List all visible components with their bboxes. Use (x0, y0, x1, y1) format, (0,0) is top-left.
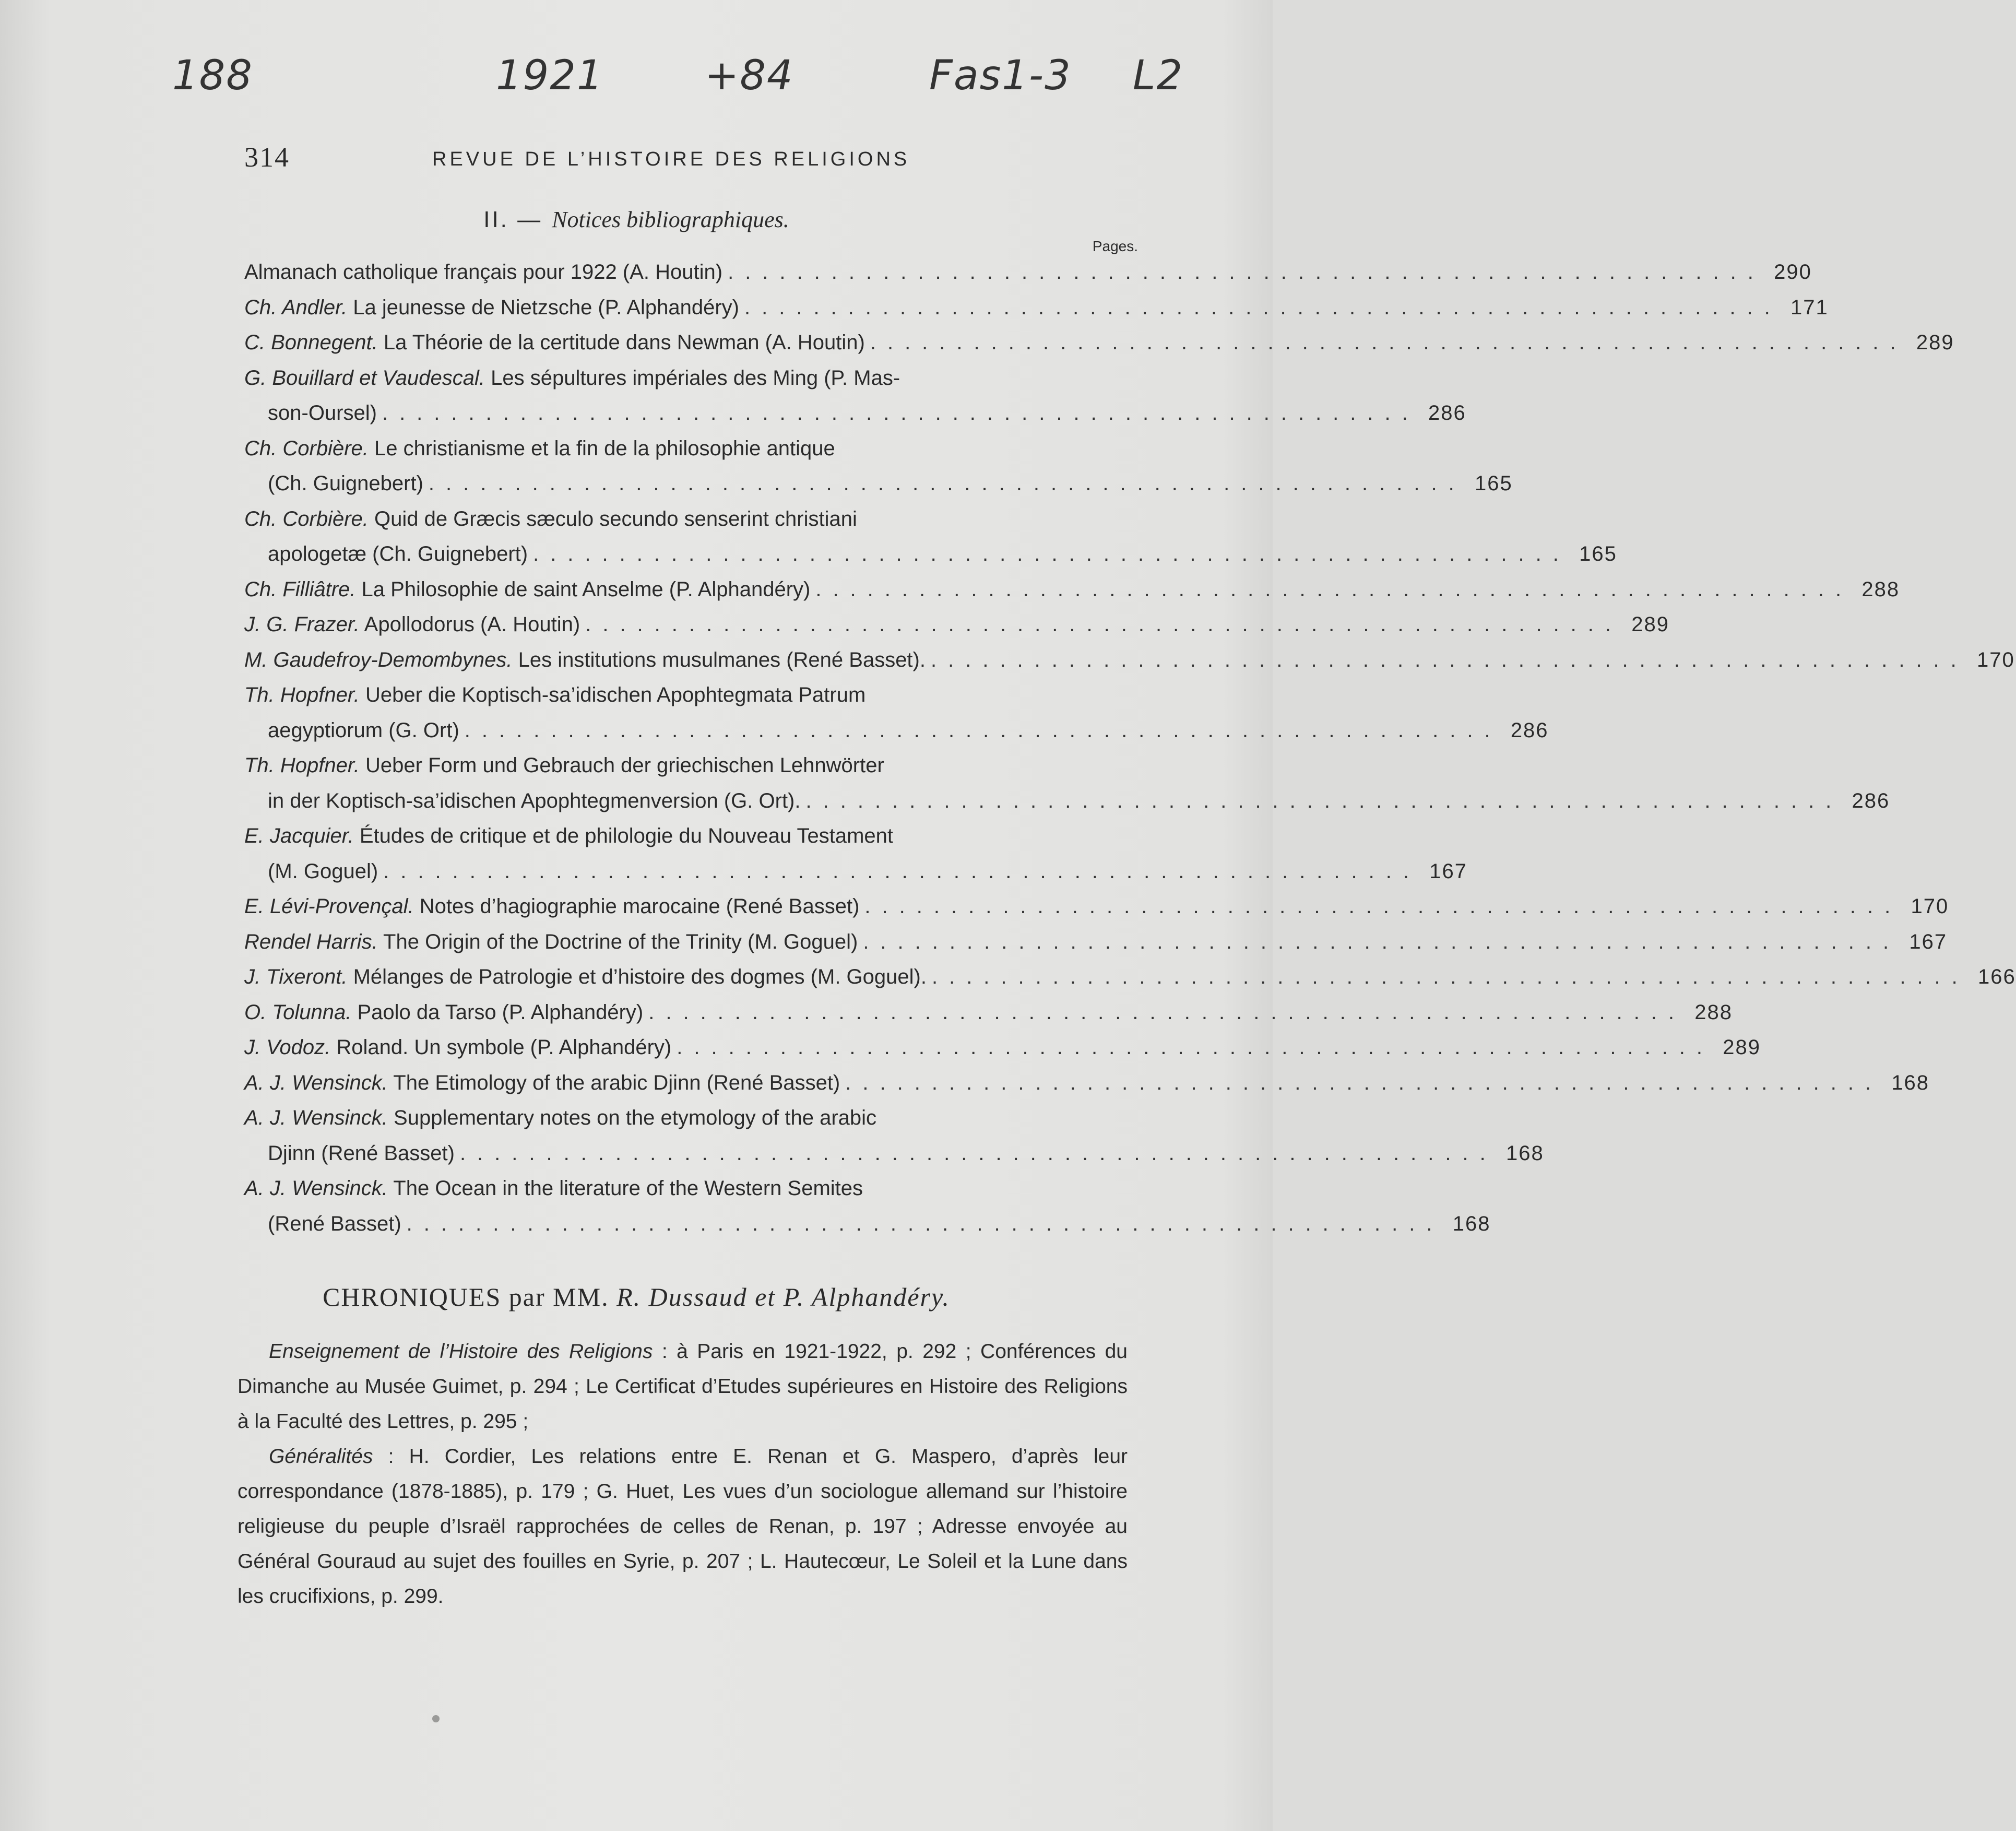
notice-title: in der Koptisch-sa’idischen Apophtegmenversion (G. Ort). (268, 789, 801, 812)
notice-page-ref: 286 (1852, 789, 1890, 812)
notice-author: J. Tixeront. (244, 965, 348, 988)
chroniques-heading (0, 1282, 1273, 1312)
notice-text (244, 431, 835, 467)
notice-page-ref: 289 (1723, 1036, 1761, 1059)
notice-title: Notes d’hagiographie marocaine (René Basset) (413, 895, 860, 918)
notice-author: Ch. Filliâtre. (244, 577, 356, 601)
notice-line (244, 1030, 1761, 1066)
notice-page-ref: 165 (1579, 542, 1617, 565)
notice-text (244, 607, 580, 643)
section-title (0, 206, 1273, 233)
notice-title: The Etimology of the arabic Djinn (René Basset) (387, 1071, 840, 1094)
notice-text (244, 995, 643, 1031)
notice-line (244, 960, 2016, 995)
notice-text (244, 960, 927, 995)
notice-title: Roland. Un symbole (P. Alphandéry) (330, 1036, 672, 1059)
notice-line (244, 819, 1138, 854)
notice-author: G. Bouillard et Vaudescal. (244, 366, 485, 389)
leader-dots: ............................................................ (728, 261, 1765, 283)
notice-title: Les sépultures impériales des Ming (P. Mas- (485, 366, 900, 389)
leader-dots: ............................................................ (533, 542, 1570, 565)
notice-title: Almanach catholique français pour 1922 (A. Houtin) (244, 261, 723, 283)
notice-line (244, 1066, 1930, 1101)
notice-text (244, 889, 859, 925)
notice-title: Ueber Form und Gebrauch der griechischen Lehnwörter (359, 754, 884, 777)
chronique-lead: Enseignement de l’Histoire des Religions (269, 1340, 653, 1363)
running-head: REVUE DE L’HISTOIRE DES RELIGIONS (432, 148, 910, 170)
notices-list (244, 230, 2016, 1242)
notice-line (244, 396, 1466, 431)
chroniques-authors: R. Dussaud et P. Alphandéry. (616, 1282, 950, 1312)
chronique-text: : H. Cordier, Les relations entre E. Renan et G. Maspero, d’après leur correspondance (1878-1885), p. 179 ; G. Huet, Les vues d’un sociologue allemand sur l’histoire religieuse du peuple d’Israël rapprochées de celles de Renan, p. 197 ; Adresse envoyée au Général Gouraud au sujet des fouilles en Syrie, p. 207 ; L. Hautecœur, Le Soleil et la Lune dans les crucifixions, p. 299. (238, 1445, 1128, 1608)
leader-dots: ............................................................ (805, 789, 1843, 812)
notice-page-ref: 288 (1861, 577, 1900, 601)
notice-line (244, 748, 1138, 784)
notice-text (268, 784, 801, 819)
notice-author: Th. Hopfner. (244, 683, 360, 706)
handwritten-note: Fas1-3 (929, 52, 1072, 99)
section-title-text: Notices bibliographiques. (552, 207, 789, 232)
notice-text (268, 1207, 401, 1242)
notice-author: Rendel Harris. (244, 930, 378, 953)
leader-dots: ............................................................ (406, 1212, 1444, 1235)
notice-text (244, 925, 858, 960)
leader-dots: ............................................................ (744, 296, 1782, 319)
notice-line (244, 995, 1733, 1031)
notice-author: O. Tolunna. (244, 1000, 352, 1024)
notice-text (244, 1030, 671, 1066)
handwritten-note: 188 (172, 52, 253, 99)
notice-author: E. Jacquier. (244, 824, 354, 847)
notice-title: Apollodorus (A. Houtin) (359, 613, 580, 636)
notice-title: aegyptiorum (G. Ort) (268, 718, 459, 742)
notice-line (244, 537, 1617, 572)
notice-line (244, 643, 2015, 678)
notice-title: son-Oursel) (268, 401, 377, 424)
notice-text (268, 713, 459, 749)
notice-text (244, 325, 865, 361)
notice-text (244, 748, 884, 784)
notice-text (244, 1066, 840, 1101)
notice-page-ref: 289 (1916, 331, 1954, 354)
notice-text (244, 255, 722, 290)
notice-line (244, 361, 1138, 396)
notice-text (268, 537, 528, 572)
section-number: II. — (483, 207, 543, 232)
notice-text (244, 361, 900, 396)
notice-page-ref: 167 (1909, 930, 1948, 953)
notice-author: J. G. Frazer. (244, 613, 360, 636)
notice-line (244, 325, 1954, 361)
handwritten-note: +84 (705, 52, 794, 99)
notice-line (244, 466, 1513, 502)
leader-dots: ............................................................ (648, 1000, 1686, 1024)
notice-line (244, 713, 1549, 749)
notice-page-ref: 171 (1790, 296, 1829, 319)
leader-dots: ............................................................ (382, 401, 1419, 424)
notice-text (268, 854, 378, 890)
notice-author: Ch. Corbière. (244, 507, 369, 530)
notice-page-ref: 170 (1977, 648, 2015, 671)
notice-author: M. Gaudefroy-Demombynes. (244, 648, 513, 671)
leader-dots: ............................................................ (585, 613, 1623, 636)
ink-smudge (432, 1715, 440, 1722)
notice-title: (Ch. Guignebert) (268, 472, 423, 495)
notice-page-ref: 289 (1631, 613, 1670, 636)
chronique-lead: Généralités (269, 1445, 373, 1468)
chroniques-title: CHRONIQUES par MM. (323, 1282, 609, 1312)
notice-page-ref: 168 (1505, 1141, 1544, 1165)
leader-dots: ............................................................ (863, 930, 1901, 953)
chroniques-body (238, 1334, 1128, 1614)
notice-page-ref: 286 (1428, 401, 1466, 424)
notice-title: La Philosophie de saint Anselme (P. Alphandéry) (355, 577, 811, 601)
notice-line (244, 1207, 1491, 1242)
notice-line (244, 1101, 1138, 1136)
notice-title: Paolo da Tarso (P. Alphandéry) (351, 1000, 644, 1024)
notice-author: A. J. Wensinck. (244, 1177, 388, 1200)
notice-author: E. Lévi-Provençal. (244, 895, 414, 918)
handwritten-annotations (172, 52, 1227, 115)
notice-title: (M. Goguel) (268, 859, 378, 883)
notice-line (244, 854, 1467, 890)
notice-title: Études de critique et de philologie du Nouveau Testament (353, 824, 894, 847)
chronique-paragraph (238, 1334, 1128, 1439)
leader-dots: ............................................................ (931, 965, 1969, 988)
leader-dots: ............................................................ (845, 1071, 1883, 1094)
notice-page-ref: 168 (1891, 1071, 1930, 1094)
handwritten-note: 1921 (496, 52, 604, 99)
notice-line (244, 607, 1670, 643)
notice-page-ref: 290 (1774, 261, 1812, 283)
notice-page-ref: 167 (1429, 859, 1467, 883)
notice-author: Ch. Corbière. (244, 436, 369, 460)
notice-text (244, 643, 926, 678)
notice-title: The Ocean in the literature of the Western Semites (387, 1177, 863, 1200)
notice-title: La Théorie de la certitude dans Newman (A. Houtin) (377, 331, 865, 354)
page-number: 314 (244, 141, 290, 173)
leader-dots: ............................................................ (459, 1141, 1497, 1165)
leader-dots: ............................................................ (864, 895, 1902, 918)
notice-author: A. J. Wensinck. (244, 1106, 388, 1129)
chronique-text: : à Paris en 1921-1922, p. 292 ; Conférences du Dimanche au Musée Guimet, p. 294 ; Le Certificat d’Etudes supérieures en Histoire des Religions à la Faculté des Lettres, p. 295 ; (238, 1340, 1128, 1433)
notice-text (268, 1136, 455, 1172)
notice-title: The Origin of the Doctrine of the Trinity (M. Goguel) (377, 930, 858, 953)
notice-text (244, 1171, 863, 1207)
notice-title: La jeunesse de Nietzsche (P. Alphandéry) (347, 296, 739, 319)
notice-line (244, 502, 1138, 537)
leader-dots: ............................................................ (815, 577, 1853, 601)
notice-line (244, 784, 1890, 819)
notice-line (244, 431, 1138, 467)
notice-title: Ueber die Koptisch-sa’idischen Apophtegmata Patrum (359, 683, 866, 706)
handwritten-note: L2 (1133, 52, 1184, 99)
notice-text (268, 466, 423, 502)
notice-title: (René Basset) (268, 1212, 401, 1235)
leader-dots: ............................................................ (930, 648, 1968, 671)
notice-title: Le christianisme et la fin de la philosophie antique (368, 436, 835, 460)
leader-dots: ............................................................ (383, 859, 1420, 883)
notice-author: Ch. Andler. (244, 296, 348, 319)
leader-dots: ............................................................ (464, 718, 1502, 742)
notice-page-ref: 166 (1978, 965, 2016, 988)
leader-dots: ............................................................ (428, 472, 1466, 495)
notice-title: Djinn (René Basset) (268, 1141, 455, 1165)
notice-page-ref: 168 (1452, 1212, 1491, 1235)
notice-author: J. Vodoz. (244, 1036, 331, 1059)
notice-line (244, 1136, 1544, 1172)
notice-text (268, 396, 377, 431)
notice-page-ref: 165 (1474, 472, 1513, 495)
notice-line (244, 1171, 1138, 1207)
leader-dots: ............................................................ (677, 1036, 1714, 1059)
notice-text (244, 572, 810, 608)
notice-page-ref: 288 (1694, 1000, 1733, 1024)
notice-text (244, 502, 857, 537)
notice-text (244, 290, 739, 326)
notice-title: Supplementary notes on the etymology of the arabic (387, 1106, 877, 1129)
notice-line (244, 255, 1812, 290)
notice-author: C. Bonnegent. (244, 331, 378, 354)
notice-title: Les institutions musulmanes (René Basset). (512, 648, 926, 671)
pages-column-label: Pages. (1092, 238, 1138, 254)
notice-text (244, 1101, 876, 1136)
notice-line (244, 290, 1829, 326)
notice-line (244, 678, 1138, 713)
leader-dots: ............................................................ (870, 331, 1907, 354)
chronique-paragraph (238, 1439, 1128, 1614)
notice-author: A. J. Wensinck. (244, 1071, 388, 1094)
notice-page-ref: 286 (1510, 718, 1549, 742)
notice-text (244, 819, 893, 854)
notice-title: apologetæ (Ch. Guignebert) (268, 542, 528, 565)
notice-title: Quid de Græcis sæculo secundo senserint christiani (368, 507, 857, 530)
notice-text (244, 678, 865, 713)
notice-page-ref: 170 (1911, 895, 1949, 918)
notice-title: Mélanges de Patrologie et d’histoire des dogmes (M. Goguel). (347, 965, 927, 988)
notice-line (244, 572, 1900, 608)
notice-line (244, 889, 1949, 925)
notice-author: Th. Hopfner. (244, 754, 360, 777)
page-header (244, 141, 1142, 183)
notice-line (244, 925, 1948, 960)
